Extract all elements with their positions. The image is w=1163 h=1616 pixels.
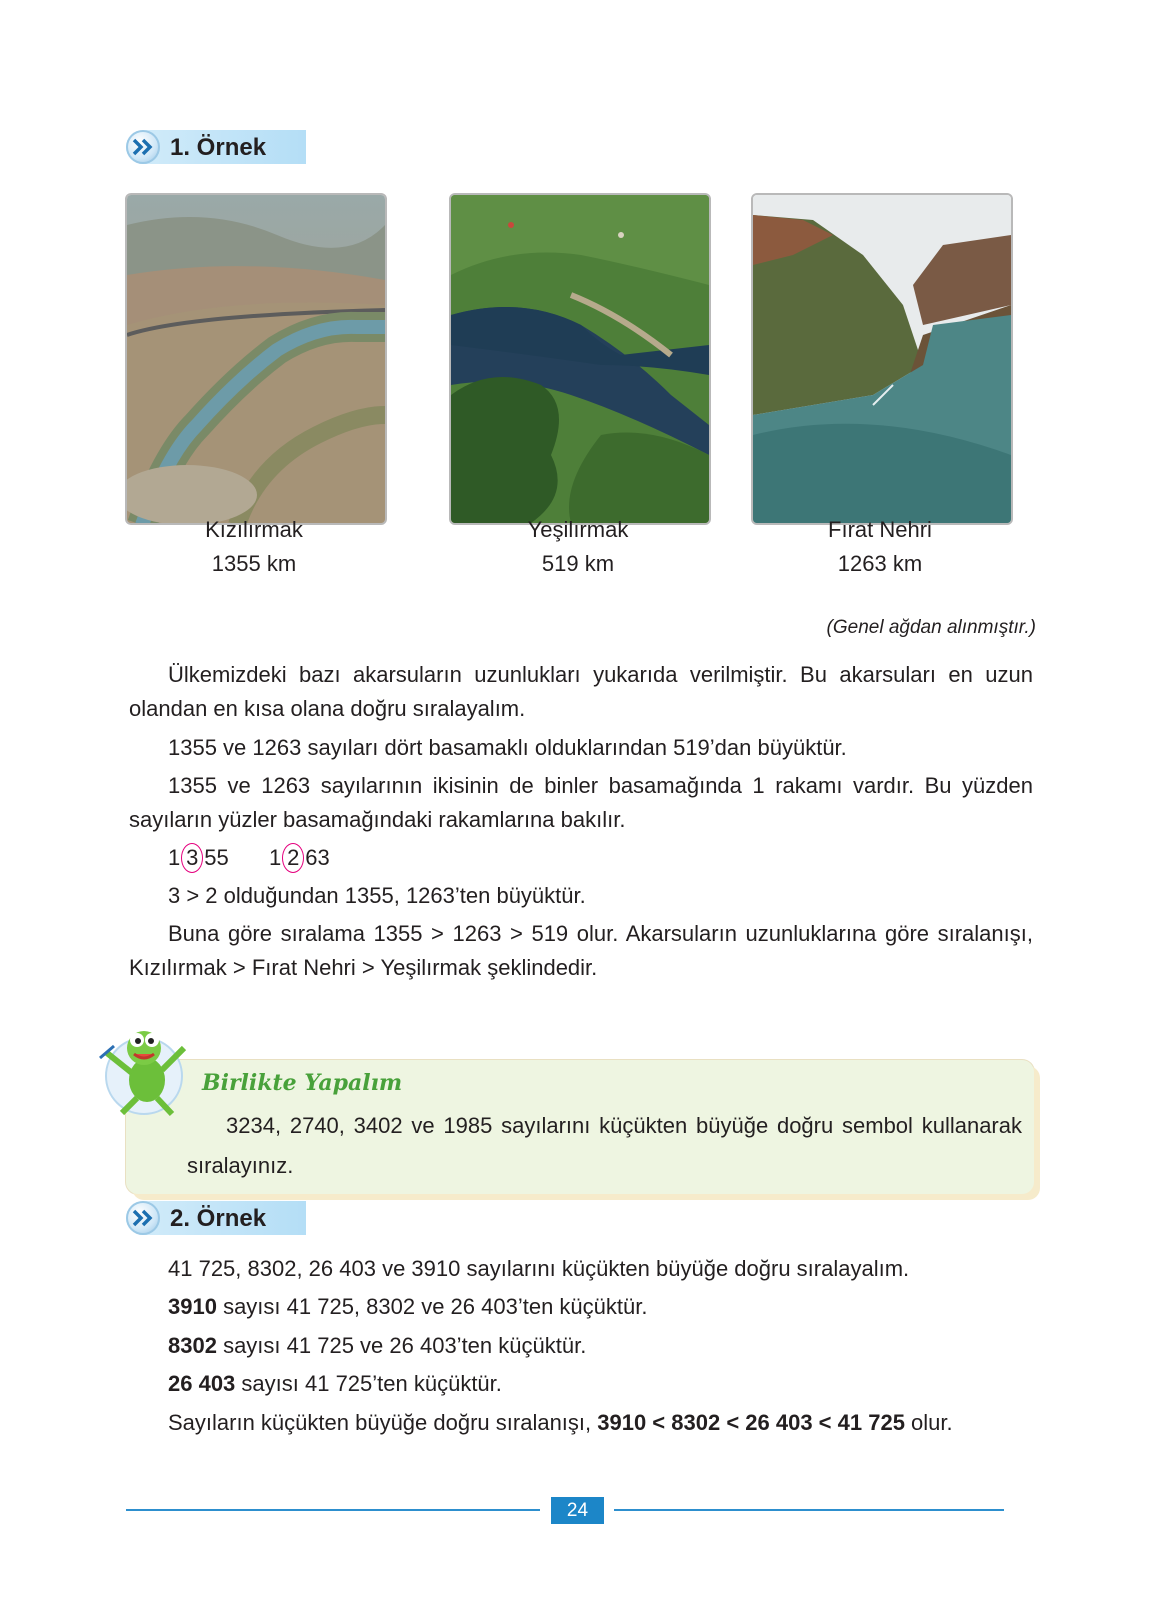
example-1-tag xyxy=(126,130,306,164)
yesilirmak-caption xyxy=(449,513,707,581)
river-name: Kızılırmak xyxy=(205,517,303,542)
bold-number: 26 403 xyxy=(168,1371,236,1396)
number-1355 xyxy=(168,845,229,870)
digit-comparison xyxy=(168,841,330,875)
digit: 63 xyxy=(305,845,330,870)
birlikte-yapalim-task: 3234, 2740, 3402 ve 1985 sayılarını küçükten büyüğe doğru sembol kullanarak sıralayınız. xyxy=(187,1113,1022,1178)
footer-rule-right xyxy=(614,1509,1004,1511)
step-text: sayısı 41 725 ve 26 403’ten küçüktür. xyxy=(216,1333,587,1358)
bold-number: 3910 xyxy=(168,1294,217,1319)
firat-nehri-photo xyxy=(751,193,1013,525)
step-text: sayısı 41 725, 8302 ve 26 403’ten küçüktür. xyxy=(216,1294,648,1319)
river-length: 1263 km xyxy=(837,551,923,576)
step-text: olur. xyxy=(904,1410,953,1435)
kizilirmak-photo xyxy=(125,193,387,525)
example-2-tag xyxy=(126,1201,306,1235)
yesilirmak-photo xyxy=(449,193,711,525)
kizilirmak-caption xyxy=(125,513,383,581)
birlikte-yapalim-title: Birlikte Yapalım xyxy=(202,1070,403,1096)
example-1-step-2: 1355 ve 1263 sayılarının ikisinin de binler basamağında 1 rakamı vardır. Bu yüzden sayıların yüzler basamağındaki rakamlarına bakılır. xyxy=(129,773,1033,832)
firat-nehri-caption xyxy=(751,513,1009,581)
step-text: sayısı 41 725’ten küçüktür. xyxy=(235,1371,502,1396)
river-length: 519 km xyxy=(541,551,615,576)
image-credit: (Genel ağdan alınmıştır.) xyxy=(826,617,1036,638)
example-2-step-3 xyxy=(168,1367,502,1401)
example-2-step-1 xyxy=(168,1290,647,1324)
example-1-intro: Ülkemizdeki bazı akarsuların uzunlukları yukarıda verilmiştir. Bu akarsuları en uzun olandan en kısa olana doğru sıralayalım. xyxy=(129,662,1033,721)
example-1-conclusion: Buna göre sıralama 1355 > 1263 > 519 olur. Akarsuların uzunluklarına göre sıralanışı, Kızılırmak > Fırat Nehri > Yeşilırmak şeklindedir. xyxy=(129,921,1033,980)
bold-number: 8302 xyxy=(168,1333,217,1358)
example-1-step-3: 3 > 2 olduğundan 1355, 1263’ten büyüktür. xyxy=(168,883,586,908)
footer-rule-left xyxy=(126,1509,540,1511)
chevron-right-icon xyxy=(126,130,160,164)
river-name: Fırat Nehri xyxy=(828,517,932,542)
number-1263 xyxy=(269,845,330,870)
example-1-label: 1. Örnek xyxy=(170,134,267,161)
river-length: 1355 km xyxy=(211,551,297,576)
example-2-label: 2. Örnek xyxy=(170,1205,267,1232)
chevron-right-icon xyxy=(126,1201,160,1235)
digit: 1 xyxy=(168,845,181,870)
circled-hundreds-digit: 2 xyxy=(282,843,304,873)
digit: 1 xyxy=(268,845,282,870)
example-2-intro: 41 725, 8302, 26 403 ve 3910 sayılarını küçükten büyüğe doğru sıralayalım. xyxy=(168,1256,910,1281)
step-text: Sayıların küçükten büyüğe doğru sıralanışı, xyxy=(168,1410,598,1435)
frog-mascot-icon xyxy=(92,1018,192,1118)
page-number: 24 xyxy=(551,1497,604,1524)
digit: 55 xyxy=(204,845,229,870)
example-2-step-2 xyxy=(168,1329,586,1363)
example-2-conclusion xyxy=(168,1406,953,1440)
example-1-step-1: 1355 ve 1263 sayıları dört basamaklı olduklarından 519’dan büyüktür. xyxy=(168,735,847,760)
river-name: Yeşilırmak xyxy=(527,517,629,542)
circled-hundreds-digit: 3 xyxy=(181,843,203,873)
bold-ordering: 3910 < 8302 < 26 403 < 41 725 xyxy=(597,1410,905,1435)
